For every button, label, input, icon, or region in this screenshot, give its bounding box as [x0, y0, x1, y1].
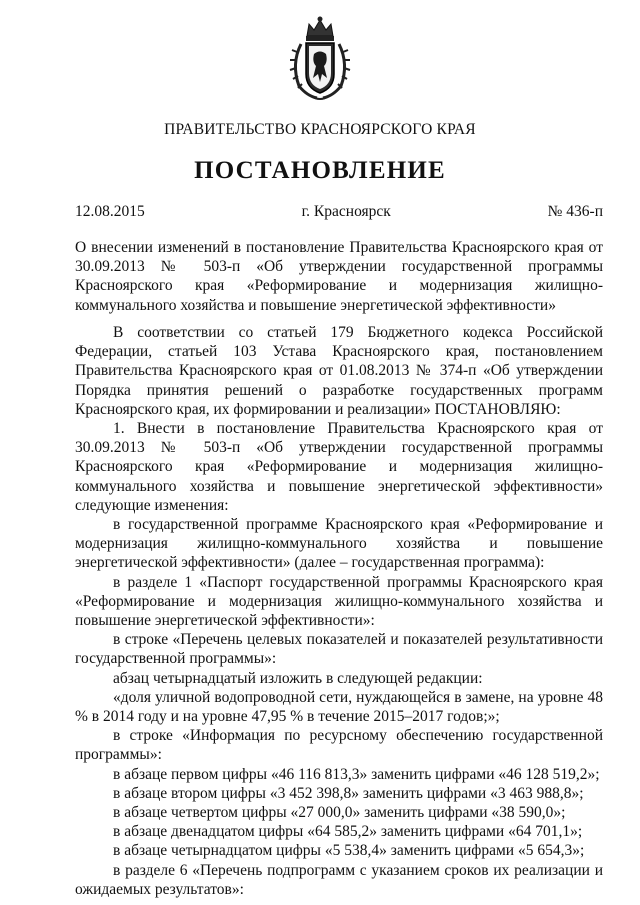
document-number: № 436-п	[547, 203, 603, 220]
krasnoyarsk-coat-of-arms-icon	[287, 14, 353, 102]
body-paragraph: в строке «Перечень целевых показателей и показателей результативности государственной программы»:	[75, 631, 603, 668]
body-paragraph: в строке «Информация по ресурсному обеспечению государственной программы»:	[75, 727, 603, 764]
body-paragraph: в разделе 1 «Паспорт государственной программы Красноярского края «Реформирование и модернизация жилищно-коммунального хозяйства и повышение энергетической эффективности»:	[75, 573, 603, 630]
document-city: г. Красноярск	[301, 203, 391, 220]
body-paragraph: в государственной программе Красноярского края «Реформирование и модернизация жилищно-коммунального хозяйства и повышение энергетической эффективности» (далее – государственная программа):	[75, 516, 603, 572]
body-paragraph: в разделе 6 «Перечень подпрограмм с указанием сроков их реализации и ожидаемых результатов»:	[75, 861, 603, 898]
body-paragraph: в абзаце втором цифры «3 452 398,8» заменить цифрами «3 463 988,8»;	[113, 784, 584, 802]
body-paragraph: 1. Внести в постановление Правительства Красноярского края от 30.09.2013 № 503-п «Об утверждении государственной программы Красноярского края «Реформирование и модернизация жилищно-коммунального хозяйства и повышение энергетической эффективности» следующие изменения:	[75, 420, 603, 514]
body-paragraph: в абзаце двенадцатом цифры «64 585,2» заменить цифрами «64 701,1»;	[113, 823, 583, 841]
body-paragraph: в абзаце первом цифры «46 116 813,3» заменить цифрами «46 128 519,2»;	[113, 765, 600, 783]
document-date: 12.08.2015	[75, 203, 145, 220]
body-paragraph: в абзаце четвертом цифры «27 000,0» заменить цифрами «38 590,0»;	[113, 804, 566, 822]
document-meta-row	[75, 203, 603, 221]
body-paragraph: В соответствии со статьей 179 Бюджетного кодекса Российской Федерации, статьей 103 Устава Красноярского края, постановлением Правительства Красноярского края от 01.08.2013 № 374-п «Об утверждении Порядка принятия решений о разработке государственных программ Красноярского края, их формировании и реализации» ПОСТАНОВЛЯЮ:	[75, 324, 603, 418]
body-paragraph: абзац четырнадцатый изложить в следующей редакции:	[113, 669, 483, 687]
issuing-authority: ПРАВИТЕЛЬСТВО КРАСНОЯРСКОГО КРАЯ	[164, 121, 476, 138]
document-subject: О внесении изменений в постановление Правительства Красноярского края от 30.09.2013 № 503-п «Об утверждении государственной программы Красноярского края «Реформирование и модернизация жилищно-коммунального хозяйства и повышение энергетической эффективности»	[75, 239, 603, 314]
body-paragraph: «доля уличной водопроводной сети, нуждающейся в замене, на уровне 48 % в 2014 году и на уровне 47,95 % в течение 2015–2017 годов;»;	[75, 688, 603, 726]
document-type-title: ПОСТАНОВЛЕНИЕ	[194, 157, 446, 184]
body-paragraph: в абзаце четырнадцатом цифры «5 538,4» заменить цифрами «5 654,3»;	[113, 842, 585, 860]
document-body	[75, 323, 603, 899]
